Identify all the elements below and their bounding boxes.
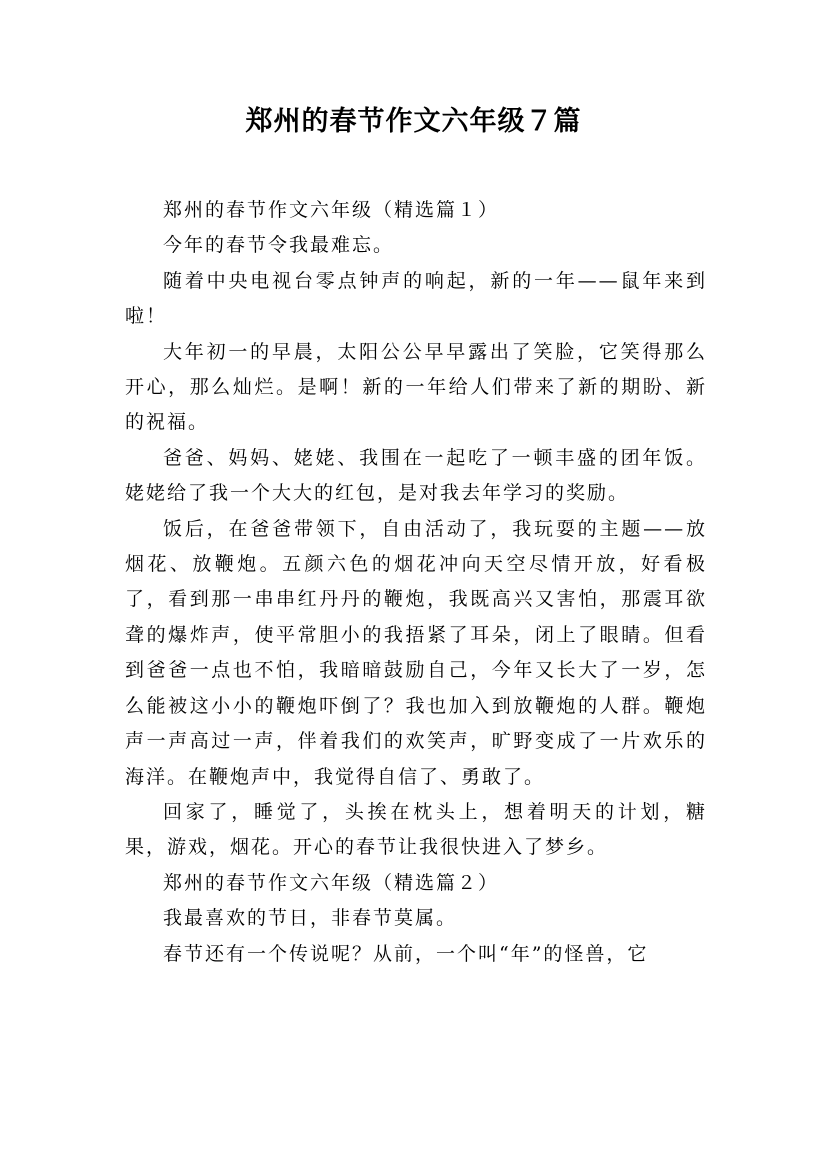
paragraph: 我最喜欢的节日，非春节莫属。 bbox=[163, 907, 458, 930]
paragraph: 爸爸、妈妈、姥姥、我围在一起吃了一顿丰盛的团年饭。姥姥给了我一个大大的红包，是对我去年学习的奖励。 bbox=[125, 446, 707, 505]
section-heading: 郑州的春节作文六年级（精选篇１） bbox=[163, 199, 500, 221]
paragraph: 随着中央电视台零点钟声的响起，新的一年——鼠年来到啦！ bbox=[125, 269, 707, 328]
paragraph: 春节还有一个传说呢？从前，一个叫“年”的怪兽，它 bbox=[163, 942, 649, 965]
document-title: 郑州的春节作文六年级７篇 bbox=[245, 106, 582, 137]
section-heading: 郑州的春节作文六年级（精选篇２） bbox=[163, 871, 500, 894]
document-body bbox=[125, 193, 707, 972]
paragraph: 回家了，睡觉了，头挨在枕头上，想着明天的计划，糖果，游戏，烟花。开心的春节让我很快进入了梦乡。 bbox=[125, 800, 707, 859]
paragraph: 今年的春节令我最难忘。 bbox=[163, 234, 395, 257]
paragraph: 大年初一的早晨，太阳公公早早露出了笑脸，它笑得那么开心，那么灿烂。是啊！新的一年给人们带来了新的期盼、新的祝福。 bbox=[125, 340, 707, 434]
paragraph: 饭后，在爸爸带领下，自由活动了，我玩耍的主题——放烟花、放鞭炮。五颜六色的烟花冲向天空尽情开放，好看极了，看到那一串串红丹丹的鞭炮，我既高兴又害怕，那震耳欲聋的爆炸声，使平常胆小的我捂紧了耳朵，闭上了眼睛。但看到爸爸一点也不怕，我暗暗鼓励自己，今年又长大了一岁，怎么能被这小小的鞭炮吓倒了？我也加入到放鞭炮的人群。鞭炮声一声高过一声，伴着我们的欢笑声，旷野变成了一片欢乐的海洋。在鞭炮声中，我觉得自信了、勇敢了。 bbox=[125, 517, 707, 788]
